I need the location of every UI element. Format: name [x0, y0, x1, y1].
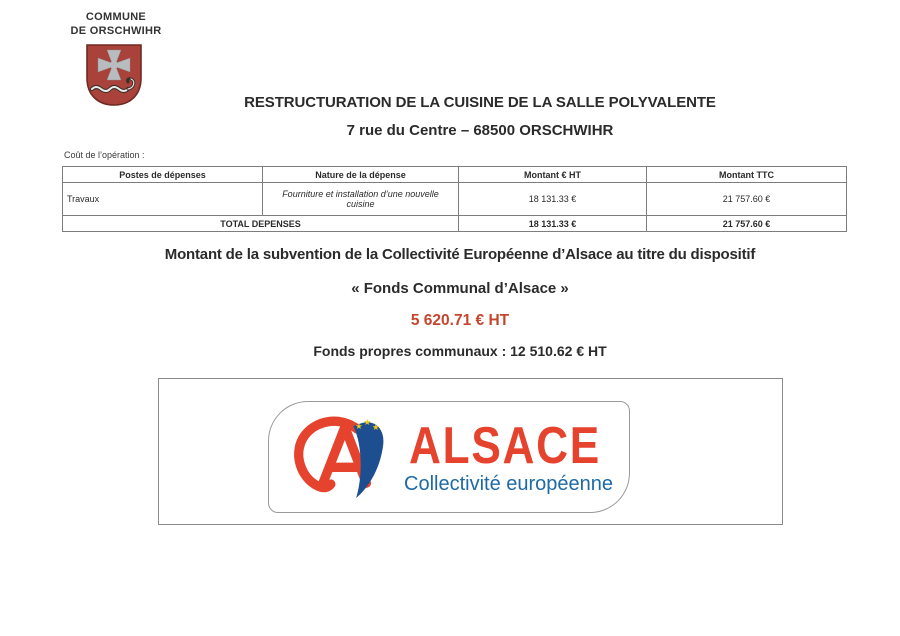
subvention-line2: « Fonds Communal d’Alsace »	[351, 280, 569, 297]
cell-nature: Fourniture et installation d’une nouvelle cuisine	[263, 183, 459, 216]
total-montant-ht: 18 131.33 €	[459, 216, 647, 232]
logo-frame	[158, 378, 783, 525]
table-total-row	[63, 216, 847, 232]
header-montant-ht: Montant € HT	[459, 167, 647, 183]
cost-operation-label: Coût de l’opération :	[64, 150, 145, 160]
total-label: TOTAL DEPENSES	[63, 216, 459, 232]
cost-table	[62, 166, 847, 232]
header-postes: Postes de dépenses	[63, 167, 263, 183]
subvention-line1: Montant de la subvention de la Collectivité Européenne d’Alsace au titre du dispositif	[164, 246, 756, 263]
alsace-tagline: Collectivité européenne	[404, 473, 614, 495]
cell-montant-ht: 18 131.33 €	[459, 183, 647, 216]
subvention-amount: 5 620.71 € HT	[410, 312, 510, 329]
table-header-row	[63, 167, 847, 183]
fonds-propres-line: Fonds propres communaux : 12 510.62 € HT	[313, 343, 607, 359]
alsace-wordmark: ALSACE	[409, 417, 601, 475]
svg-text:★: ★	[355, 420, 363, 431]
cell-poste: Travaux	[63, 183, 263, 216]
table-row	[63, 183, 847, 216]
alsace-logo	[268, 401, 630, 513]
commune-line2: DE ORSCHWIHR	[70, 25, 162, 37]
total-montant-ttc: 21 757.60 €	[647, 216, 847, 232]
header-nature: Nature de la dépense	[263, 167, 459, 183]
svg-text:★: ★	[363, 417, 372, 428]
commune-line1: COMMUNE	[85, 11, 147, 23]
header-montant-ttc: Montant TTC	[647, 167, 847, 183]
document-title: RESTRUCTURATION DE LA CUISINE DE LA SALLE POLYVALENTE	[244, 94, 716, 111]
commune-name-block	[56, 10, 176, 38]
document-subtitle: 7 rue du Centre – 68500 ORSCHWIHR	[346, 122, 614, 139]
cell-montant-ttc: 21 757.60 €	[647, 183, 847, 216]
svg-text:★: ★	[371, 421, 380, 432]
alsace-monogram-icon	[289, 414, 397, 500]
